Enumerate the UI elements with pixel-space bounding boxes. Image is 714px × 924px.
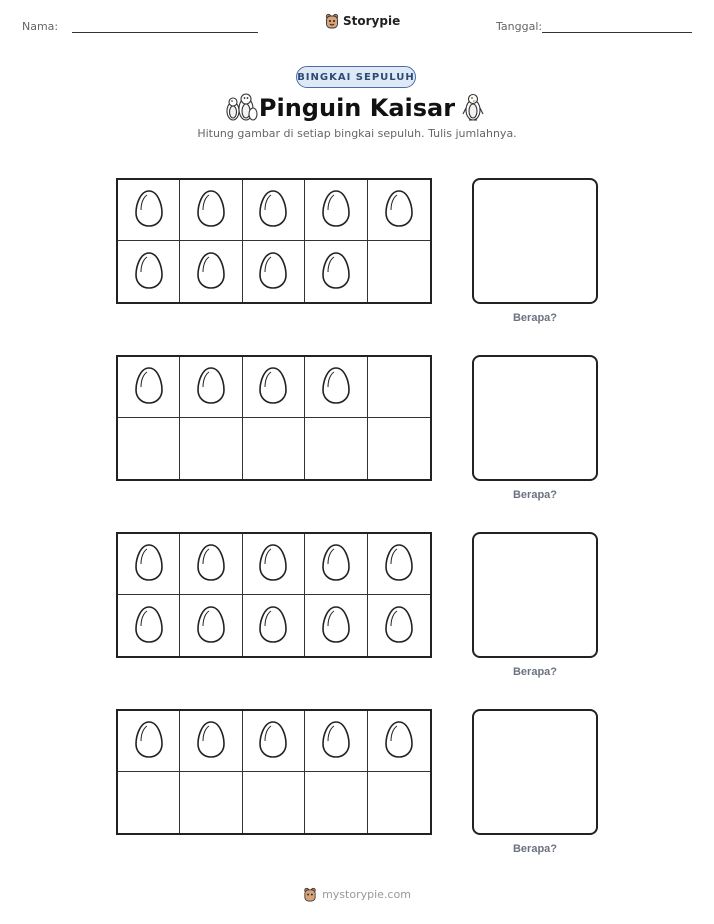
ten-frame-cell: [305, 595, 367, 656]
egg-icon: [384, 542, 414, 586]
ten-frame-cell: [180, 595, 242, 656]
egg-icon: [196, 188, 226, 232]
egg-icon: [258, 719, 288, 763]
worksheet-badge: BINGKAI SEPULUH: [296, 66, 416, 88]
footer-url: mystorypie.com: [322, 888, 411, 901]
ten-frame: [116, 709, 432, 835]
egg-icon: [258, 365, 288, 409]
egg-icon: [134, 250, 164, 294]
name-label: Nama:: [22, 20, 59, 33]
ten-frame-cell: [180, 180, 242, 241]
date-line[interactable]: [542, 32, 692, 33]
brand-name: Storypie: [343, 14, 401, 28]
answer-prompt: Berapa?: [512, 666, 558, 678]
page-title: Pinguin Kaisar: [258, 94, 456, 122]
ten-frame-cell: [118, 711, 180, 772]
egg-icon: [321, 188, 351, 232]
ten-frame: [116, 355, 432, 481]
egg-icon: [196, 542, 226, 586]
ten-frame-cell: [118, 241, 180, 302]
answer-prompt: Berapa?: [512, 489, 558, 501]
name-line[interactable]: [72, 32, 258, 33]
egg-icon: [384, 604, 414, 648]
ten-frame-cell: [243, 711, 305, 772]
ten-frame: [116, 532, 432, 658]
answer-prompt: Berapa?: [512, 312, 558, 324]
ten-frame-cell: [180, 711, 242, 772]
ten-frame-cell: [368, 357, 430, 418]
ten-frame-cell: [368, 241, 430, 302]
ten-frame-cell: [243, 180, 305, 241]
egg-icon: [196, 604, 226, 648]
answer-box[interactable]: [472, 532, 598, 658]
ten-frame-cell: [118, 357, 180, 418]
ten-frame-cell: [243, 357, 305, 418]
ten-frame: [116, 178, 432, 304]
ten-frame-cell: [368, 180, 430, 241]
ten-frame-cell: [180, 534, 242, 595]
ten-frame-cell: [180, 241, 242, 302]
ten-frame-cell: [305, 418, 367, 479]
ten-frame-cell: [368, 418, 430, 479]
ten-frame-cell: [368, 772, 430, 833]
ten-frame-cell: [180, 772, 242, 833]
egg-icon: [196, 719, 226, 763]
answer-prompt: Berapa?: [512, 843, 558, 855]
date-label: Tanggal:: [496, 20, 543, 33]
ten-frame-cell: [305, 711, 367, 772]
footer: [0, 887, 714, 902]
ten-frame-cell: [305, 241, 367, 302]
ten-frame-cell: [368, 534, 430, 595]
egg-icon: [321, 719, 351, 763]
egg-icon: [321, 542, 351, 586]
egg-icon: [134, 719, 164, 763]
egg-icon: [384, 188, 414, 232]
egg-icon: [134, 188, 164, 232]
egg-icon: [258, 188, 288, 232]
storypie-logo-icon: [303, 887, 317, 902]
answer-box[interactable]: [472, 709, 598, 835]
ten-frame-cell: [180, 357, 242, 418]
answer-box[interactable]: [472, 178, 598, 304]
ten-frame-cell: [368, 595, 430, 656]
egg-icon: [321, 604, 351, 648]
ten-frame-cell: [305, 180, 367, 241]
egg-icon: [134, 542, 164, 586]
egg-icon: [321, 365, 351, 409]
egg-icon: [196, 365, 226, 409]
ten-frame-cell: [305, 772, 367, 833]
egg-icon: [321, 250, 351, 294]
storypie-logo-icon: [325, 13, 339, 29]
ten-frame-cell: [118, 180, 180, 241]
ten-frame-cell: [243, 772, 305, 833]
brand: [325, 13, 400, 29]
egg-icon: [258, 604, 288, 648]
ten-frame-cell: [243, 418, 305, 479]
ten-frame-cell: [243, 241, 305, 302]
ten-frame-cell: [118, 772, 180, 833]
ten-frame-cell: [305, 534, 367, 595]
ten-frame-cell: [118, 595, 180, 656]
egg-icon: [384, 719, 414, 763]
ten-frame-cell: [368, 711, 430, 772]
egg-icon: [134, 365, 164, 409]
page-instructions: Hitung gambar di setiap bingkai sepuluh. Tulis jumlahnya.: [197, 127, 517, 140]
ten-frame-cell: [118, 418, 180, 479]
ten-frame-cell: [305, 357, 367, 418]
egg-icon: [258, 250, 288, 294]
ten-frame-cell: [180, 418, 242, 479]
ten-frame-cell: [243, 595, 305, 656]
ten-frame-cell: [243, 534, 305, 595]
egg-icon: [196, 250, 226, 294]
answer-box[interactable]: [472, 355, 598, 481]
egg-icon: [134, 604, 164, 648]
ten-frame-cell: [118, 534, 180, 595]
egg-icon: [258, 542, 288, 586]
penguin-icon: [462, 92, 484, 122]
